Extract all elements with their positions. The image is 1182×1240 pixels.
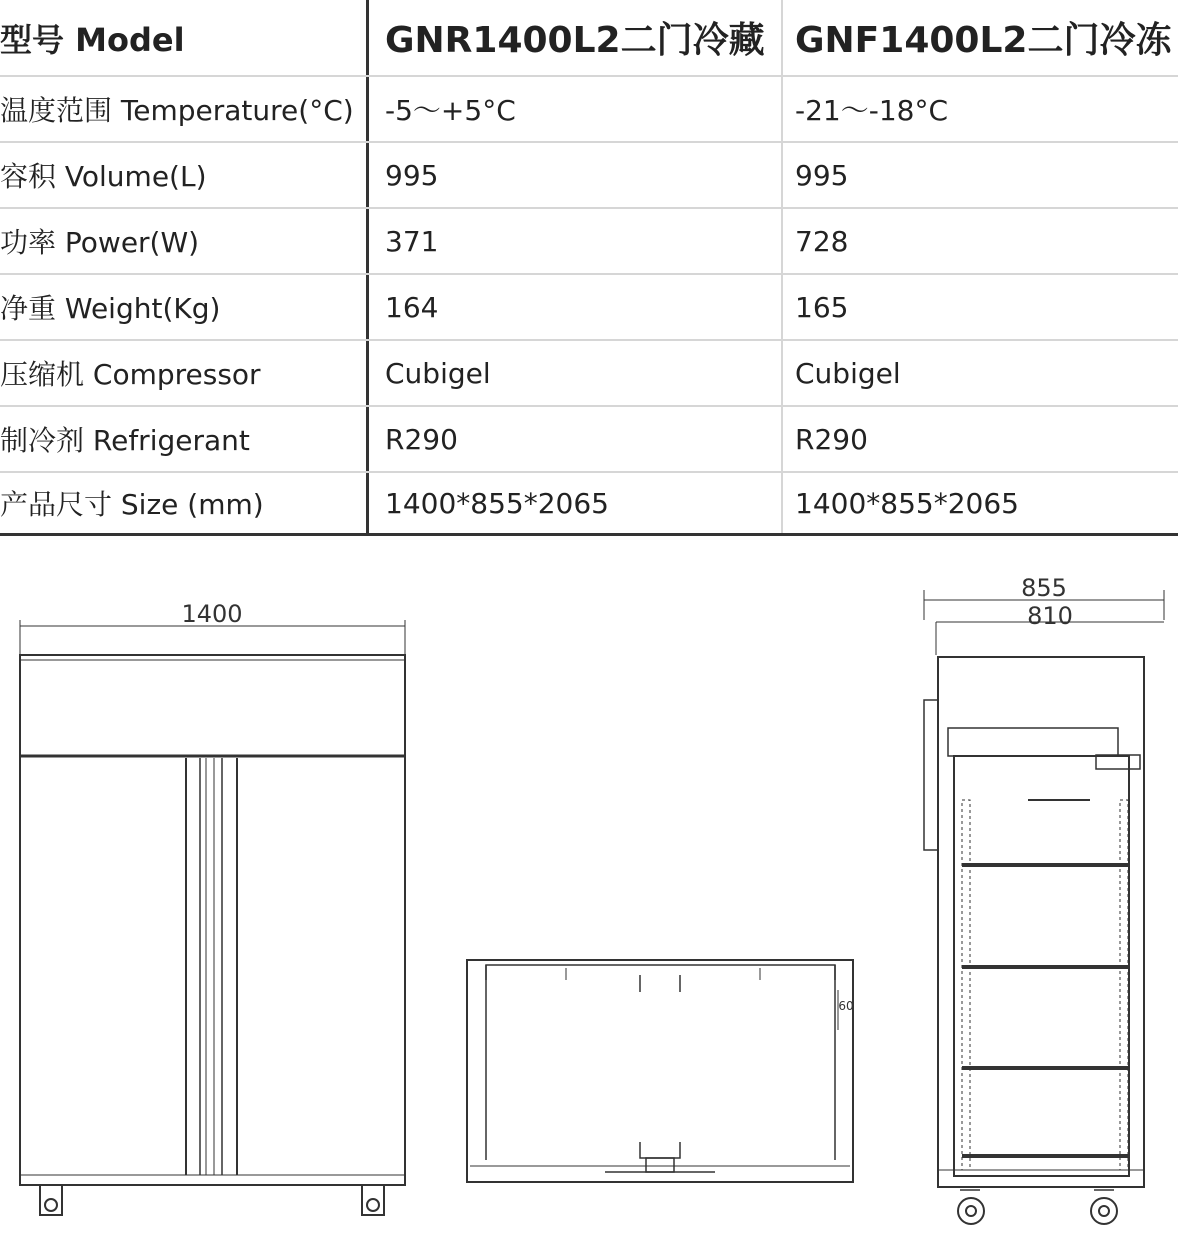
spec-table <box>0 0 1178 536</box>
row-value-2: 995 <box>795 158 849 192</box>
table-row <box>0 77 1178 143</box>
row-label: 产品尺寸 Size (mm) <box>0 473 369 533</box>
row-value-2: Cubigel <box>795 356 901 390</box>
side-outer-depth-dimension: 855 <box>1021 574 1067 602</box>
row-label: 功率 Power(W) <box>0 209 369 273</box>
row-label: 制冷剂 Refrigerant <box>0 407 369 471</box>
table-row <box>0 341 1178 407</box>
table-row <box>0 209 1178 275</box>
table-row <box>0 143 1178 209</box>
header-model-1: GNR1400L2二门冷藏 <box>369 0 783 75</box>
table-row <box>0 275 1178 341</box>
side-view-drawing <box>924 590 1164 1224</box>
row-value-1: Cubigel <box>369 341 783 405</box>
row-value-2: 728 <box>795 224 849 258</box>
row-value-1: -5～+5°C <box>369 77 783 141</box>
top-view-drawing <box>467 960 853 1182</box>
row-value-2: 1400*855*2065 <box>795 486 1019 520</box>
row-value-2: 165 <box>795 290 849 324</box>
row-label: 净重 Weight(Kg) <box>0 275 369 339</box>
front-view-drawing <box>20 620 405 1215</box>
row-value-1: 371 <box>369 209 783 273</box>
header-model-2: GNF1400L2二门冷冻 <box>795 20 1172 61</box>
row-label: 温度范围 Temperature(°C) <box>0 77 369 141</box>
side-inner-depth-dimension: 810 <box>1027 602 1073 630</box>
row-label: 压缩机 Compressor <box>0 341 369 405</box>
top-small-dimension: 60 <box>838 999 854 1013</box>
row-label: 容积 Volume(L) <box>0 143 369 207</box>
row-value-1: 995 <box>369 143 783 207</box>
table-row <box>0 407 1178 473</box>
row-value-2: R290 <box>795 422 868 456</box>
technical-drawings <box>0 560 1182 1240</box>
table-row <box>0 473 1178 536</box>
drawings-svg <box>0 560 1182 1240</box>
row-value-1: 164 <box>369 275 783 339</box>
row-value-2: -21～-18°C <box>795 94 949 127</box>
row-value-1: 1400*855*2065 <box>369 473 783 533</box>
row-value-1: R290 <box>369 407 783 471</box>
front-width-dimension: 1400 <box>181 600 243 628</box>
header-model-label: 型号 Model <box>0 0 369 75</box>
table-header-row <box>0 0 1178 77</box>
